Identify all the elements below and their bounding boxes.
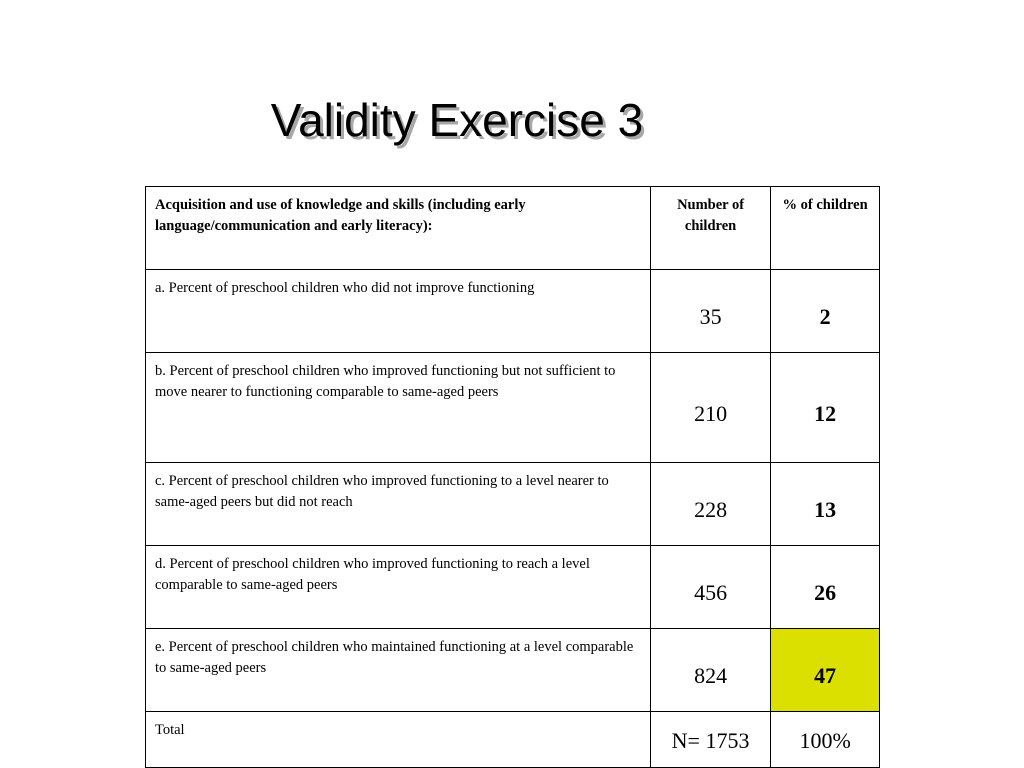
total-row bbox=[146, 712, 880, 768]
row-description: d. Percent of preschool children who improved functioning to reach a level comparable to same-aged peers bbox=[146, 546, 651, 629]
table-header-row bbox=[146, 187, 880, 270]
table-row bbox=[146, 463, 880, 546]
row-percent: 2 bbox=[771, 270, 880, 353]
row-number: 210 bbox=[650, 353, 770, 463]
table-row bbox=[146, 353, 880, 463]
row-percent-highlighted: 47 bbox=[771, 629, 880, 712]
row-description: b. Percent of preschool children who improved functioning but not sufficient to move nearer to functioning comparable to same-aged peers bbox=[146, 353, 651, 463]
table-row bbox=[146, 270, 880, 353]
row-description: c. Percent of preschool children who improved functioning to a level nearer to same-aged peers but did not reach bbox=[146, 463, 651, 546]
table-row bbox=[146, 629, 880, 712]
row-number: 456 bbox=[650, 546, 770, 629]
outcomes-table bbox=[145, 186, 880, 768]
row-percent: 26 bbox=[771, 546, 880, 629]
row-number: 228 bbox=[650, 463, 770, 546]
total-number: N= 1753 bbox=[650, 712, 770, 768]
header-description: Acquisition and use of knowledge and skills (including early language/communication and early literacy): bbox=[146, 187, 651, 270]
header-number-of-children: Number of children bbox=[650, 187, 770, 270]
total-label: Total bbox=[146, 712, 651, 768]
header-percent-of-children: % of children bbox=[771, 187, 880, 270]
table-row bbox=[146, 546, 880, 629]
row-percent: 13 bbox=[771, 463, 880, 546]
total-percent: 100% bbox=[771, 712, 880, 768]
row-description: a. Percent of preschool children who did not improve functioning bbox=[146, 270, 651, 353]
slide-title: Validity Exercise 3 bbox=[270, 94, 644, 146]
row-percent: 12 bbox=[771, 353, 880, 463]
row-description: e. Percent of preschool children who maintained functioning at a level comparable to same-aged peers bbox=[146, 629, 651, 712]
row-number: 824 bbox=[650, 629, 770, 712]
row-number: 35 bbox=[650, 270, 770, 353]
